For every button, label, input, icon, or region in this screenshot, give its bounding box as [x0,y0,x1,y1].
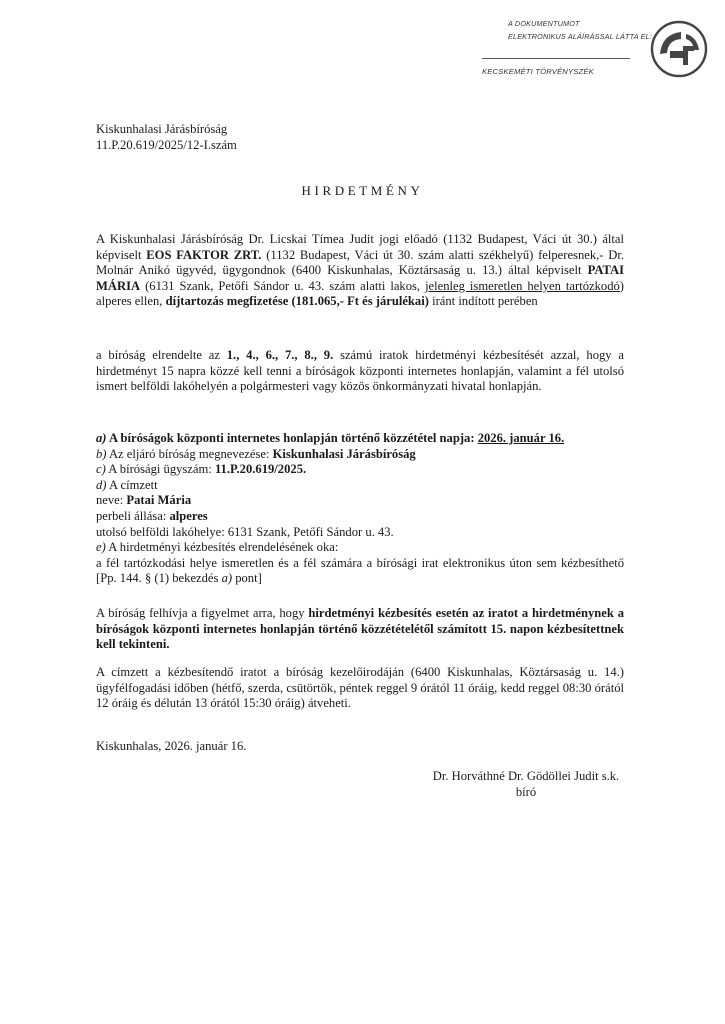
recipient-label: A címzett [106,477,158,492]
list-item-c [96,462,624,478]
unknown-location-text: jelenleg ismeretlen helyen tartózkodó [425,278,620,293]
court-seal-icon [650,20,708,78]
p2-text-1: a bíróság elrendelte az [96,348,227,362]
p1-text-4: ) alperes ellen, [96,278,624,309]
reason-main: a fél tartózkodási helye ismeretlen és a fél számára a bírósági irat elektronikus úton sem kézbesíthető [Pp. 144. § (1) bekezdés [96,555,624,586]
intro-paragraph [96,232,624,310]
court-label: Az eljáró bíróság megnevezése: [106,446,273,461]
recipient-role-row [96,509,624,525]
stamp-line-2: ELEKTRONIKUS ALÁÍRÁSSAL LÁTTA EL: [508,32,653,41]
case-number-label: A bírósági ügyszám: [105,462,215,477]
page-title: HIRDETMÉNY [301,183,424,198]
recipient-address: utolsó belföldi lakóhelye: 6131 Szank, Petőfi Sándor u. 43. [96,524,394,539]
judge-name: Dr. Horváthné Dr. Gödöllei Judit s.k. [432,769,620,783]
recipient-name-row [96,493,624,509]
marker-d: d) [96,477,107,492]
order-paragraph [96,348,624,395]
p2-text-2: számú iratok hirdetményi kézbesítését azzal, hogy a hirdetményt 15 napra közzé kell tenni a bíróságok központi internetes honlapján, valamint a fél utolsó ismert belföldi lakóhelyén a polgármesteri vagy közös önkormányzati hivatal honlapján. [96,348,624,394]
reason-point: a) [221,571,233,586]
p1-text-3: (6131 Szank, Petőfi Sándor u. 43. szám alatti lakos, [140,278,426,293]
signature-block [414,769,638,800]
stamp-divider [482,58,630,59]
recipient-role: alperes [169,508,208,523]
reason-label: A hirdetményi kézbesítés elrendelésének oka: [105,540,339,555]
notice-details-list [96,431,624,587]
p1-text-2: (1132 Budapest, Váci út 30. szám alatti székhelyű) felperesnek,- Dr. Molnár Anikó ügyvéd, ügygondnok (6400 Kiskunhalas, Köztársaság u. 13.) által képviselt [96,247,625,278]
court-value: Kiskunhalasi Járásbíróság [272,446,416,461]
marker-a: a) [96,431,107,445]
p4-text-1: A bíróság felhívja a figyelmet arra, hogy [96,606,309,620]
judge-role: bíró [515,784,537,799]
collection-paragraph [96,665,624,712]
publication-date-label: A bíróságok központi internetes honlapján történő közzététel napja: [108,431,478,445]
document-date: Kiskunhalas, 2026. január 16. [96,739,247,753]
stamp-court: KECSKEMÉTI TÖRVÉNYSZÉK [482,67,594,76]
list-item-d [96,478,624,494]
recipient-name-label: neve: [96,493,127,508]
marker-c: c) [96,462,106,477]
case-number: 11.P.20.619/2025/12-I.szám [96,137,237,152]
reason-text [96,556,624,587]
publication-date: 2026. január 16. [477,431,565,445]
notice-warning-paragraph [96,606,624,653]
claim-subject: díjtartozás megfizetése (181.065,- Ft és járulékai) [165,294,429,309]
list-item-a [96,431,624,447]
case-number-value: 11.P.20.619/2025. [214,462,307,477]
plaintiff-name: EOS FAKTOR ZRT. [146,247,262,262]
list-item-e [96,540,624,556]
list-item-b [96,447,624,463]
p1-text-5: iránt indított perében [428,294,538,309]
stamp-line-1: A DOKUMENTUMOT [508,19,580,28]
recipient-name: Patai Mária [126,493,192,508]
marker-e: e) [96,540,106,555]
p4-bold-text: hirdetményi kézbesítés esetén az iratot a hirdetménynek a bíróságok központi internetes honlapján történő közzétételétől számított 15. napon kézbesítettnek kell tekinteni. [96,606,624,652]
defendant-name: PATAI MÁRIA [96,263,624,293]
reason-end: pont] [232,571,262,586]
electronic-signature-stamp [470,12,720,92]
document-header [96,122,237,153]
marker-b: b) [96,446,107,461]
p5-text: A címzett a kézbesítendő iratot a bíróság kezelőirodáján (6400 Kiskunhalas, Köztársaság u. 14.) ügyfélfogadási időben (hétfő, szerda, csütörtök, péntek reggel 9 órától 11 óráig, kedd reggel 08:30 órától 12 óráig és délután 13 órától 15:30 óráig) átveheti. [96,665,624,711]
p1-text-1: A Kiskunhalasi Járásbíróság Dr. Licskai Tímea Judit jogi előadó (1132 Budapest, Váci út 30.) által képviselt [96,232,624,262]
recipient-role-label: perbeli állása: [96,508,170,523]
court-name: Kiskunhalasi Járásbíróság [96,122,228,136]
document-numbers: 1., 4., 6., 7., 8., 9. [226,348,334,362]
